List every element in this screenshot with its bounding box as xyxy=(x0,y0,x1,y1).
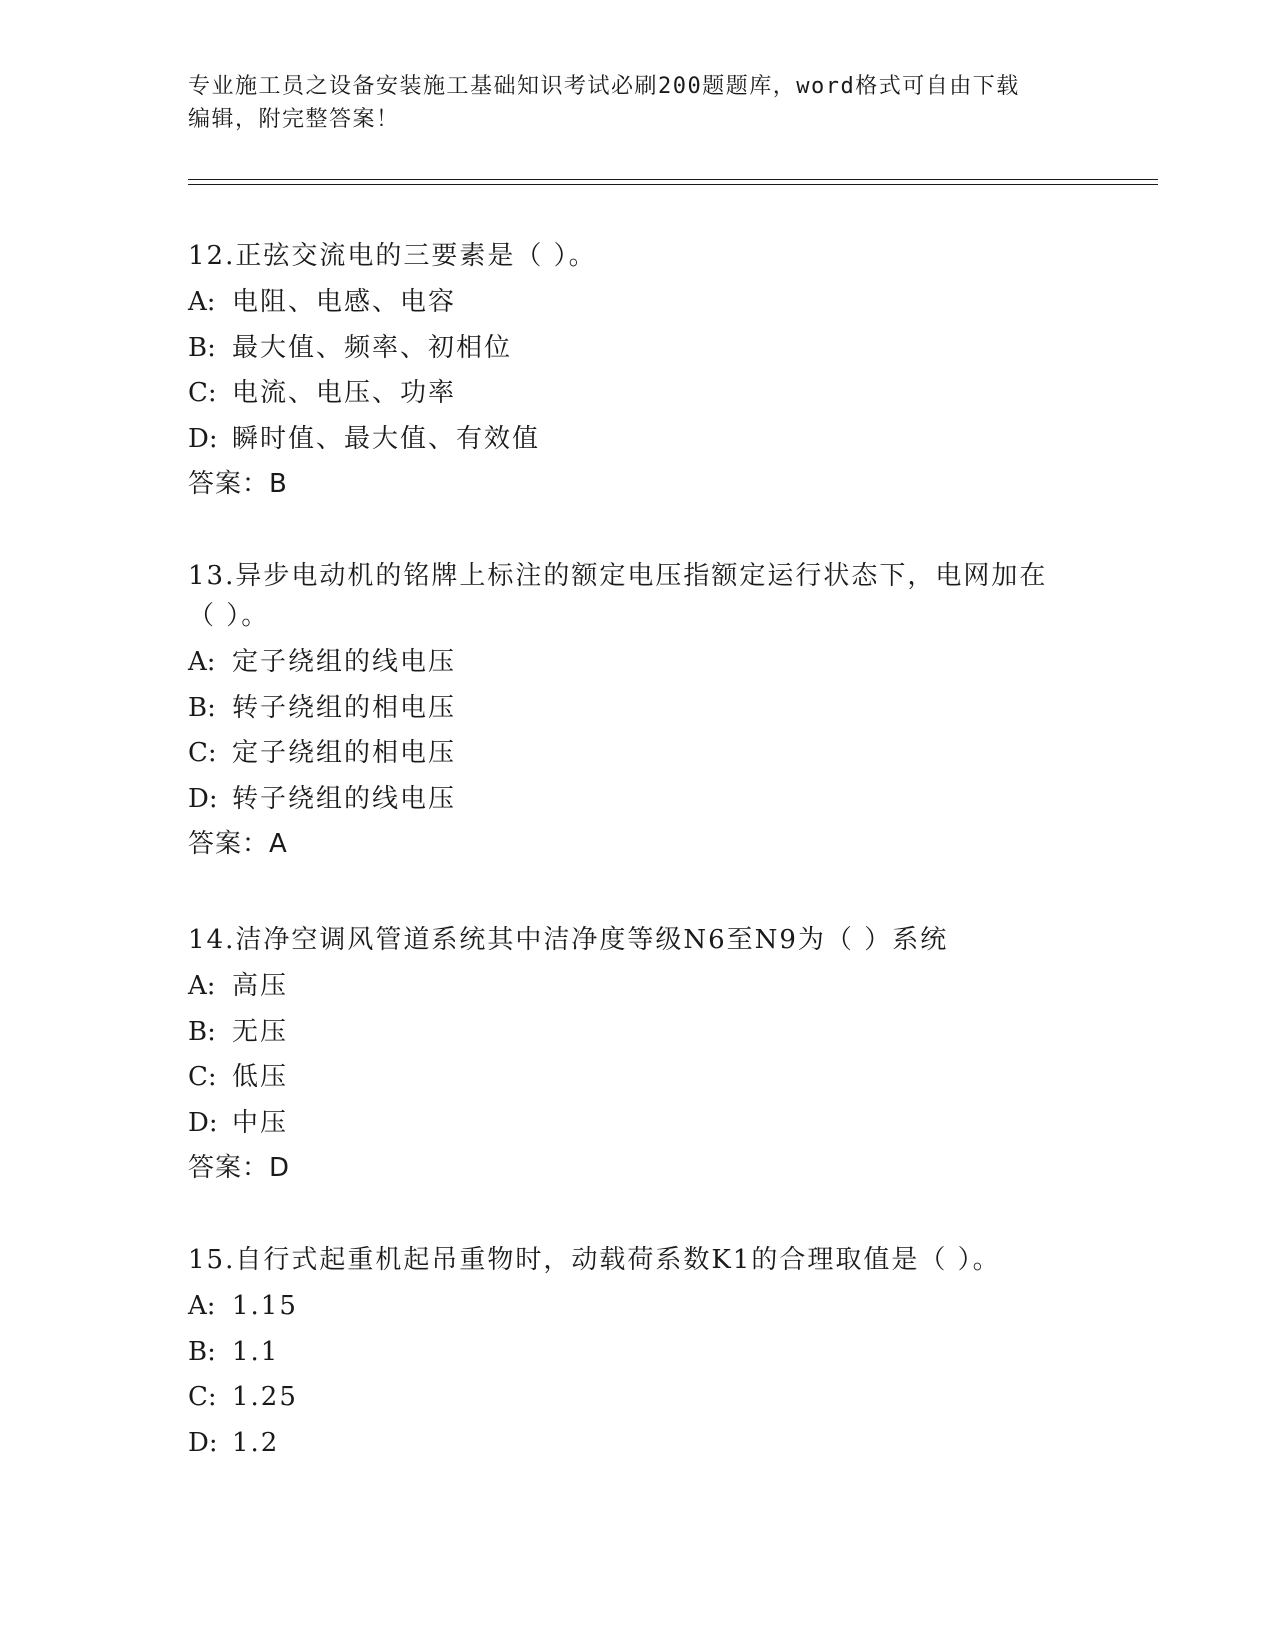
option-letter: A: xyxy=(188,971,216,1001)
option-b xyxy=(188,326,1108,372)
option-text: 电流、电压、功率 xyxy=(232,378,457,408)
option-text: 高压 xyxy=(232,971,289,1001)
option-letter: A: xyxy=(188,1291,216,1321)
option-letter: A: xyxy=(188,647,216,677)
option-a xyxy=(188,964,1108,1010)
option-letter: C: xyxy=(188,738,217,768)
option-letter: C: xyxy=(188,1382,217,1412)
question-12 xyxy=(188,236,1108,507)
option-a xyxy=(188,640,1108,686)
option-letter: B: xyxy=(188,332,216,363)
option-text: 定子绕组的相电压 xyxy=(232,738,457,768)
option-d xyxy=(188,1101,1108,1147)
option-letter: D: xyxy=(188,783,218,814)
answer-label: 答案：D xyxy=(188,1153,291,1183)
option-text: 1.15 xyxy=(232,1291,298,1321)
option-text: 无压 xyxy=(232,1016,289,1047)
question-title: 15.自行式起重机起吊重物时，动载荷系数K1的合理取值是（ ）。 xyxy=(188,1245,1001,1275)
option-c xyxy=(188,1055,1108,1101)
option-d xyxy=(188,1421,1108,1467)
option-d xyxy=(188,777,1108,823)
option-text: 中压 xyxy=(232,1107,289,1138)
option-a xyxy=(188,280,1108,326)
option-letter: B: xyxy=(188,1336,216,1367)
question-title: 14.洁净空调风管道系统其中洁净度等级N6至N9为（ ）系统 xyxy=(188,925,949,955)
option-letter: B: xyxy=(188,692,216,723)
question-14 xyxy=(188,920,1108,1191)
option-b xyxy=(188,1330,1108,1376)
option-letter: B: xyxy=(188,1016,216,1047)
header-divider-bottom xyxy=(188,184,1158,185)
question-13 xyxy=(188,556,1108,867)
option-text: 低压 xyxy=(232,1062,289,1092)
option-text: 最大值、频率、初相位 xyxy=(232,332,513,363)
header-line-1: 专业施工员之设备安装施工基础知识考试必刷200题题库，word格式可自由下载 xyxy=(188,74,1020,99)
option-letter: C: xyxy=(188,378,217,408)
option-letter: D: xyxy=(188,1107,218,1138)
option-c xyxy=(188,1375,1108,1421)
option-letter: D: xyxy=(188,1427,218,1458)
option-a xyxy=(188,1284,1108,1330)
option-d xyxy=(188,417,1108,463)
option-text: 1.2 xyxy=(232,1427,280,1458)
option-text: 1.25 xyxy=(232,1382,298,1412)
option-letter: A: xyxy=(188,287,216,317)
answer-label: 答案：A xyxy=(188,829,288,859)
option-c xyxy=(188,371,1108,417)
option-b xyxy=(188,686,1108,732)
header-line-2: 编辑，附完整答案！ xyxy=(188,107,400,132)
option-letter: C: xyxy=(188,1062,217,1092)
option-text: 电阻、电感、电容 xyxy=(232,287,457,317)
question-title: 13.异步电动机的铭牌上标注的额定电压指额定运行状态下，电网加在 xyxy=(188,561,1048,591)
document-header xyxy=(188,70,1088,136)
question-15 xyxy=(188,1240,1108,1466)
option-letter: D: xyxy=(188,423,218,454)
option-text: 定子绕组的线电压 xyxy=(232,647,457,677)
option-text: 转子绕组的相电压 xyxy=(232,692,457,723)
answer-label: 答案：B xyxy=(188,469,288,499)
question-title: 12.正弦交流电的三要素是（ ）。 xyxy=(188,241,597,271)
question-title-continued: （ ）。 xyxy=(188,601,270,631)
header-divider-top xyxy=(188,179,1158,180)
option-b xyxy=(188,1010,1108,1056)
option-text: 转子绕组的线电压 xyxy=(232,783,457,814)
option-text: 1.1 xyxy=(232,1336,280,1367)
option-text: 瞬时值、最大值、有效值 xyxy=(232,423,541,454)
option-c xyxy=(188,731,1108,777)
